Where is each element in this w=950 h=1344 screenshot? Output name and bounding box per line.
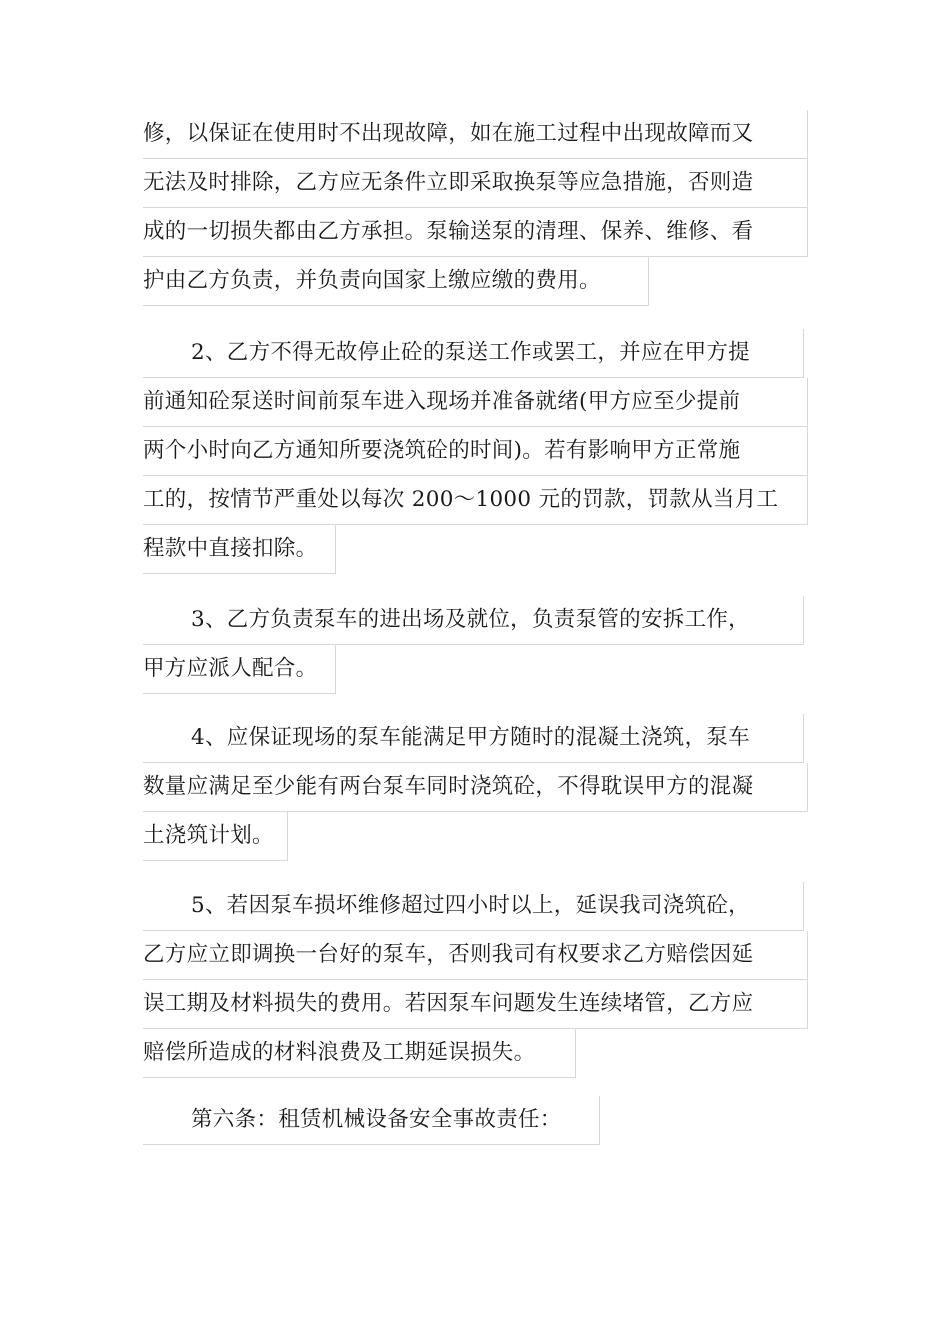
- text-line: [143, 525, 336, 574]
- paragraph-item-4: [143, 714, 808, 861]
- line-text: 赔偿所造成的材料浪费及工期延误损失。: [143, 1040, 536, 1065]
- text-line: [143, 763, 808, 812]
- text-line: [143, 257, 649, 306]
- line-text: 3、乙方负责泵车的进出场及就位，负责泵管的安拆工作，: [191, 607, 750, 632]
- paragraph-item-2: [143, 329, 808, 574]
- line-text: 4、应保证现场的泵车能满足甲方随时的混凝土浇筑，泵车: [191, 725, 750, 750]
- line-text: 前通知砼泵送时间前泵车进入现场并准备就绪(甲方应至少提前: [143, 389, 741, 414]
- text-line: [143, 329, 804, 378]
- text-line: [143, 110, 808, 159]
- line-text: 工的，按情节严重处以每次 200～1000 元的罚款，罚款从当月工: [143, 487, 779, 512]
- text-line: [143, 208, 808, 257]
- text-line: [143, 645, 336, 694]
- line-text: 土浇筑计划。: [143, 823, 274, 848]
- line-text: 程款中直接扣除。: [143, 536, 318, 561]
- line-text: 乙方应立即调换一台好的泵车，否则我司有权要求乙方赔偿因延: [143, 942, 754, 967]
- line-text: 无法及时排除，乙方应无条件立即采取换泵等应急措施，否则造: [143, 170, 754, 195]
- text-line: [143, 980, 808, 1029]
- text-line: [143, 378, 808, 427]
- text-line: [143, 159, 808, 208]
- line-text: 甲方应派人配合。: [143, 656, 318, 681]
- line-text: 修，以保证在使用时不出现故障，如在施工过程中出现故障而又: [143, 121, 754, 146]
- line-text: 5、若因泵车损坏维修超过四小时以上，延误我司浇筑砼，: [191, 893, 750, 918]
- text-line: [143, 1096, 600, 1145]
- line-text: 数量应满足至少能有两台泵车同时浇筑砼，不得耽误甲方的混凝: [143, 774, 754, 799]
- text-line: [143, 882, 804, 931]
- text-line: [143, 1029, 576, 1078]
- text-line: [143, 812, 288, 861]
- text-line: [143, 596, 804, 645]
- line-text: 2、乙方不得无故停止砼的泵送工作或罢工，并应在甲方提: [191, 340, 750, 365]
- text-line: [143, 427, 808, 476]
- paragraph-item-3: [143, 596, 808, 694]
- paragraph-item-5: [143, 882, 808, 1078]
- text-line: [143, 476, 808, 525]
- heading-text: 第六条：租赁机械设备安全事故责任：: [191, 1107, 562, 1132]
- text-line: [143, 931, 808, 980]
- paragraph-continued: [143, 110, 808, 306]
- line-text: 误工期及材料损失的费用。若因泵车问题发生连续堵管，乙方应: [143, 991, 754, 1016]
- section-heading-article-6: [143, 1096, 808, 1145]
- line-text: 两个小时向乙方通知所要浇筑砼的时间)。若有影响甲方正常施: [143, 438, 741, 463]
- line-text: 成的一切损失都由乙方承担。泵输送泵的清理、保养、维修、看: [143, 219, 754, 244]
- text-line: [143, 714, 804, 763]
- line-text: 护由乙方负责，并负责向国家上缴应缴的费用。: [143, 268, 601, 293]
